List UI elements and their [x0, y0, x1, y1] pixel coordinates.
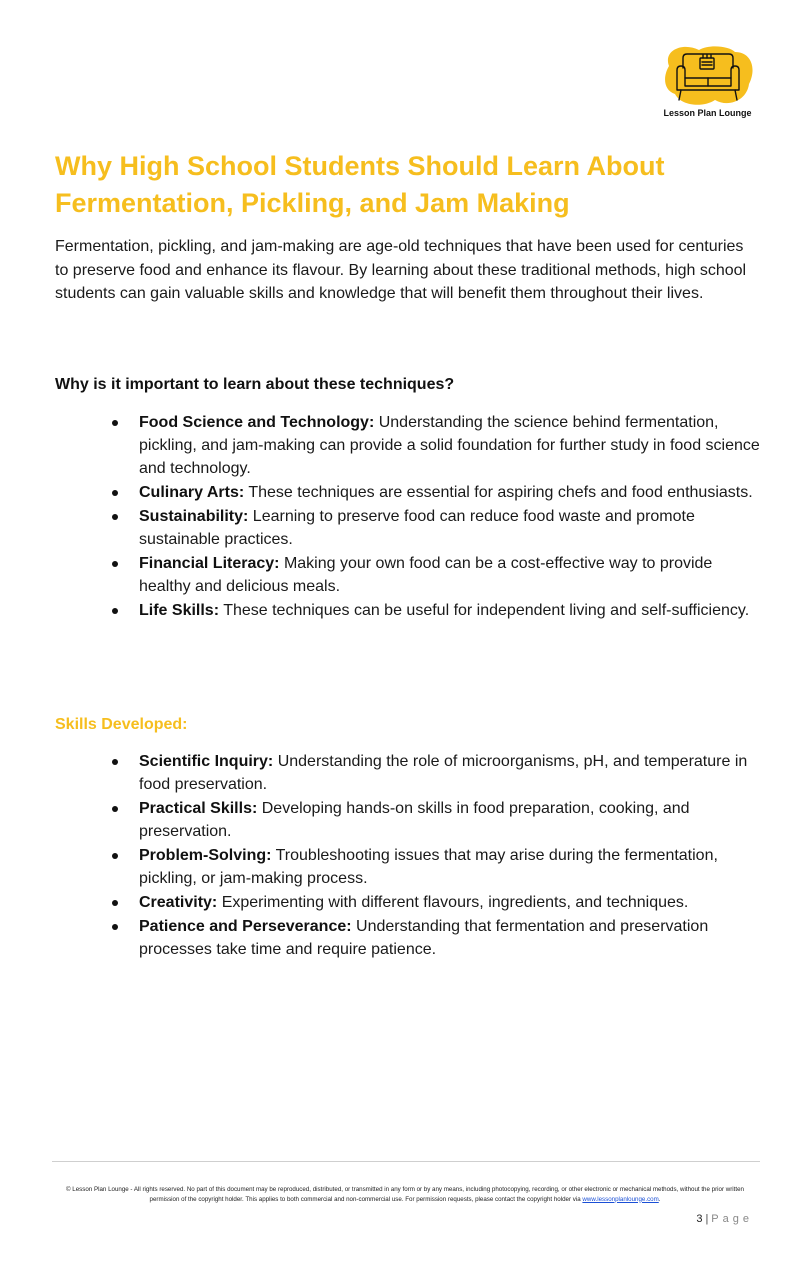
item-term: Scientific Inquiry: [139, 753, 274, 770]
bullet-icon [112, 924, 118, 930]
footer-divider [52, 1161, 760, 1162]
bullet-icon [112, 490, 118, 496]
item-text: Understanding the science behind fermentation, pickling, and jam-making can provide a solid foundation for further study in food science and technology. [139, 414, 760, 477]
page-title: Why High School Students Should Learn About Fermentation, Pickling, and Jam Making [55, 151, 665, 218]
list-item [110, 481, 760, 504]
bullet-icon [112, 900, 118, 906]
page-label: Page [711, 1213, 753, 1225]
item-term: Problem-Solving: [139, 847, 272, 864]
bullet-icon [112, 420, 118, 426]
list-item [110, 411, 760, 480]
item-term: Sustainability: [139, 508, 249, 525]
bullet-icon [112, 514, 118, 520]
bullet-icon [112, 806, 118, 812]
list-item [110, 505, 760, 551]
bullet-icon [112, 759, 118, 765]
skills-heading: Skills Developed: [55, 716, 188, 733]
list-item [110, 844, 760, 890]
item-term: Creativity: [139, 894, 218, 911]
item-text: These techniques can be useful for independent living and self-sufficiency. [219, 602, 750, 619]
bullet-icon [112, 608, 118, 614]
page-number [696, 1213, 753, 1225]
item-term: Food Science and Technology: [139, 414, 375, 431]
item-text: Understanding the role of microorganisms, pH, and temperature in food preservation. [139, 753, 748, 793]
item-term: Life Skills: [139, 602, 220, 619]
item-term: Financial Literacy: [139, 555, 280, 572]
item-term: Patience and Perseverance: [139, 918, 352, 935]
bullet-icon [112, 853, 118, 859]
list-item [110, 891, 760, 914]
skills-list [110, 750, 760, 962]
item-text: Making your own food can be a cost-effective way to provide healthy and delicious meals. [139, 555, 713, 595]
brand-logo [655, 44, 760, 122]
list-item [110, 599, 760, 622]
page-separator: | [705, 1213, 709, 1225]
item-text: Developing hands-on skills in food preparation, cooking, and preservation. [139, 800, 690, 840]
item-text: These techniques are essential for aspiring chefs and food enthusiasts. [244, 484, 753, 501]
armchair-icon [659, 44, 755, 106]
item-text: Understanding that fermentation and preservation processes take time and require patience. [139, 918, 709, 958]
brand-name: Lesson Plan Lounge [663, 108, 752, 118]
list-item [110, 915, 760, 961]
item-term: Culinary Arts: [139, 484, 245, 501]
list-item [110, 797, 760, 843]
bullet-icon [112, 561, 118, 567]
copyright-text: © Lesson Plan Lounge - All rights reserved. No part of this document may be reproduced, distributed, or transmitted in any form or by any means, including photocopying, recording, or other electronic or mechanical methods, without the prior written permission of the copyright holder. This applies to both commercial and non-commercial use. For permission requests, please contact the copyright holder via [66, 1186, 744, 1203]
intro-paragraph: Fermentation, pickling, and jam-making are age-old techniques that have been used for centuries to preserve food and enhance its flavour. By learning about these traditional methods, high school students can gain valuable skills and knowledge that will benefit them throughout their lives. [55, 238, 747, 302]
item-text: Troubleshooting issues that may arise during the fermentation, pickling, or jam-making process. [139, 847, 718, 887]
importance-heading: Why is it important to learn about these techniques? [55, 376, 455, 393]
list-item [110, 750, 760, 796]
website-link[interactable]: www.lessonplanlounge.com [582, 1195, 659, 1203]
page-number-value: 3 [696, 1213, 703, 1225]
list-item [110, 552, 760, 598]
item-text: Experimenting with different flavours, ingredients, and techniques. [217, 894, 689, 911]
item-term: Practical Skills: [139, 800, 258, 817]
link-suffix: . [658, 1195, 661, 1203]
importance-list [110, 411, 760, 623]
item-text: Learning to preserve food can reduce food waste and promote sustainable practices. [139, 508, 695, 548]
copyright-notice [55, 1185, 755, 1204]
